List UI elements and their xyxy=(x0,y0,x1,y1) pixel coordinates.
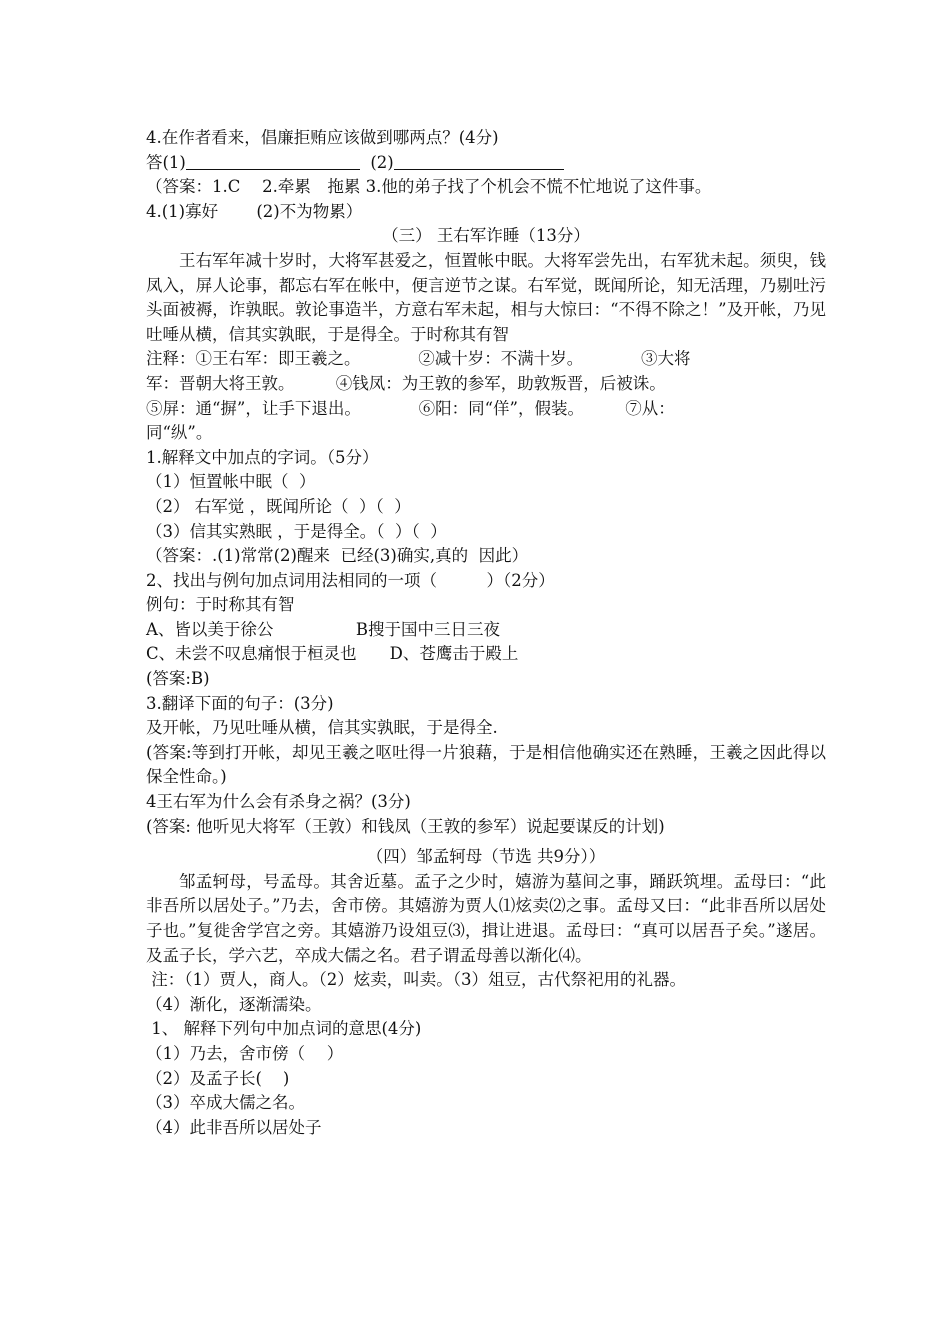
section-4-title: （四）邹孟轲母（节选 共9分）） xyxy=(366,847,606,867)
answer-key-line-1: （答案：1.C 2.牵累 拖累 3.他的弟子找了个机会不慌不忙地说了这件事。 xyxy=(146,177,712,197)
question-4: 4.在作者看来，倡廉拒贿应该做到哪两点？(4分) xyxy=(146,128,499,147)
section-3-q2-answer: (答案:B) xyxy=(146,669,210,689)
section-3-q3-answer: (答案:等到打开帐，却见王羲之呕吐得一片狼藉，于是相信他确实还在熟睡，王羲之因此得以保全性命。) xyxy=(146,742,826,787)
section-3-q2-options-cd: C、未尝不叹息痛恨于桓灵也 D、苍鹰击于殿上 xyxy=(146,644,519,664)
section-4-passage: 邹孟轲母，号孟母。其舍近墓。孟子之少时，嬉游为墓间之事，踊跃筑埋。孟母曰：“此非吾所以居处子。”乃去，舍市傍。其嬉游为贾人⑴炫卖⑵之事。孟母又曰：“此非吾所以居处子也。”复徙舍学宫之旁。其嬉游乃设俎豆⑶，揖让进退。孟母曰：“真可以居吾子矣。”遂居。及孟子长，学六艺，卒成大儒之名。君子谓孟母善以渐化⑷。 xyxy=(146,871,826,965)
section-3-q1-item-2: （2） 右军觉 ，既闻所论（ ）（ ） xyxy=(146,496,411,516)
section-3-notes-3: ⑤屏：通“摒”，让手下退出。 ⑥阳：同“佯”，假装。 ⑦从： xyxy=(146,398,675,418)
section-3-q1-item-3: （3）信其实熟眠 ，于是得全。（ ）（ ） xyxy=(146,521,447,541)
section-3-title: （三） 王右军诈睡（13分） xyxy=(382,226,590,246)
section-3-notes-4: 同“纵”。 xyxy=(146,423,213,443)
section-4-notes-2: （4）渐化，逐渐濡染。 xyxy=(146,994,322,1014)
answer-label-1: 答(1) xyxy=(146,152,186,172)
section-3-passage: 王右军年减十岁时，大将军甚爱之，恒置帐中眠。大将军尝先出，右军犹未起。须臾，钱凤入，屏人论事，都忘右军在帐中，便言逆节之谋。右军觉，既闻所论，知无活理，乃剔吐污头面被褥，诈孰眠。敦论事造半，方意右军未起，相与大惊曰：“不得不除之！”及开帐，乃见吐唾从横，信其实孰眠，于是得全。于时称其有智 xyxy=(146,250,826,344)
section-3-q4-answer: (答案: 他听见大将军（王敦）和钱凤（王敦的参军）说起要谋反的计划) xyxy=(146,816,665,836)
section-3-q3: 3.翻译下面的句子：(3分) xyxy=(146,693,334,713)
section-4-q1: 1、 解释下列句中加点词的意思(4分) xyxy=(146,1019,422,1039)
section-3-q1-answer: （答案：.(1)常常(2)醒来 已经(3)确实,真的 因此） xyxy=(146,546,529,566)
section-4-notes-1: 注：（1）贾人，商人。（2）炫卖，叫卖。（3）俎豆，古代祭祀用的礼器。 xyxy=(146,970,686,990)
section-3-q2-options-ab: A、皆以美于徐公 B搜于国中三日三夜 xyxy=(146,619,501,639)
answer-key-line-2: 4.(1)寡好 (2)不为物累） xyxy=(146,201,363,221)
answer-label-2: (2) xyxy=(370,152,394,172)
section-4-q1-item-1: （1）乃去，舍市傍（ ） xyxy=(146,1043,344,1063)
answer-blanks xyxy=(146,151,826,176)
section-3-q3-sentence: 及开帐，乃见吐唾从横，信其实孰眠，于是得全. xyxy=(146,718,498,738)
section-4-q1-item-2: （2）及孟子长( ) xyxy=(146,1068,290,1088)
section-3-q4: 4王右军为什么会有杀身之祸？(3分) xyxy=(146,792,411,812)
section-3-q1: 1.解释文中加点的字词。（5分） xyxy=(146,447,379,467)
answer-blank-1[interactable] xyxy=(186,153,360,170)
section-3-notes-1: 注释：①王右军：即王羲之。 ②减十岁：不满十岁。 ③大将 xyxy=(146,349,691,369)
section-3-q2: 2、找出与例句加点词用法相同的一项（ ）（2分） xyxy=(146,570,555,590)
section-4-q1-item-4: （4）此非吾所以居处子 xyxy=(146,1117,322,1137)
section-4-q1-item-3: （3）卒成大儒之名。 xyxy=(146,1093,305,1113)
answer-blank-2[interactable] xyxy=(394,153,564,170)
section-3-q2-example: 例句：于时称其有智 xyxy=(146,595,295,615)
document-page xyxy=(146,126,826,1140)
section-3-q1-item-1: （1）恒置帐中眠（ ） xyxy=(146,472,316,492)
section-3-notes-2: 军：晋朝大将王敦。 ④钱凤：为王敦的参军，助敦叛晋，后被诛。 xyxy=(146,373,666,393)
